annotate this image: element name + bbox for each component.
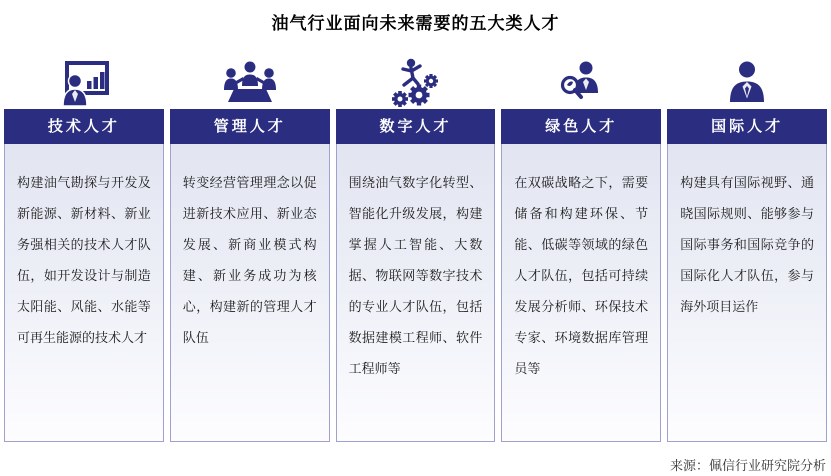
card-header-technical: 技术人才 bbox=[4, 109, 164, 144]
card-header-digital: 数字人才 bbox=[336, 109, 496, 144]
column-technical-talent bbox=[4, 56, 164, 442]
column-green-talent bbox=[501, 56, 661, 442]
person-magnifier-icon bbox=[501, 56, 661, 109]
column-management-talent bbox=[170, 56, 330, 442]
card-header-management: 管理人才 bbox=[170, 109, 330, 144]
card-body-digital: 围绕油气数字化转型、智能化升级发展，构建掌握人工智能、大数据、物联网等数字技术的专业人才队伍，包括数据建模工程师、软件工程师等 bbox=[336, 144, 496, 442]
card-body-management: 转变经营管理理念以促进新技术应用、新业态发展、新商业模式构建、新业务成功为核心，构建新的管理人才队伍 bbox=[170, 144, 330, 442]
presentation-chart-icon bbox=[4, 56, 164, 109]
column-digital-talent bbox=[336, 56, 496, 442]
businessman-icon bbox=[667, 56, 827, 109]
column-international-talent bbox=[667, 56, 827, 442]
card-body-technical: 构建油气勘探与开发及新能源、新材料、新业务强相关的技术人才队伍，如开发设计与制造太阳能、风能、水能等可再生能源的技术人才 bbox=[4, 144, 164, 442]
meeting-icon bbox=[170, 56, 330, 109]
page-title: 油气行业面向未来需要的五大类人才 bbox=[271, 14, 560, 34]
person-gears-icon bbox=[336, 56, 496, 109]
card-header-international: 国际人才 bbox=[667, 109, 827, 144]
card-body-green: 在双碳战略之下，需要储备和构建环保、节能、低碳等领域的绿色人才队伍，包括可持续发展分析师、环保技术专家、环境数据库管理员等 bbox=[501, 144, 661, 442]
talent-columns bbox=[0, 56, 831, 442]
card-body-international: 构建具有国际视野、通晓国际规则、能够参与国际事务和国际竞争的国际化人才队伍，参与海外项目运作 bbox=[667, 144, 827, 442]
source-attribution: 来源：佩信行业研究院分析 bbox=[669, 459, 826, 474]
card-header-green: 绿色人才 bbox=[501, 109, 661, 144]
